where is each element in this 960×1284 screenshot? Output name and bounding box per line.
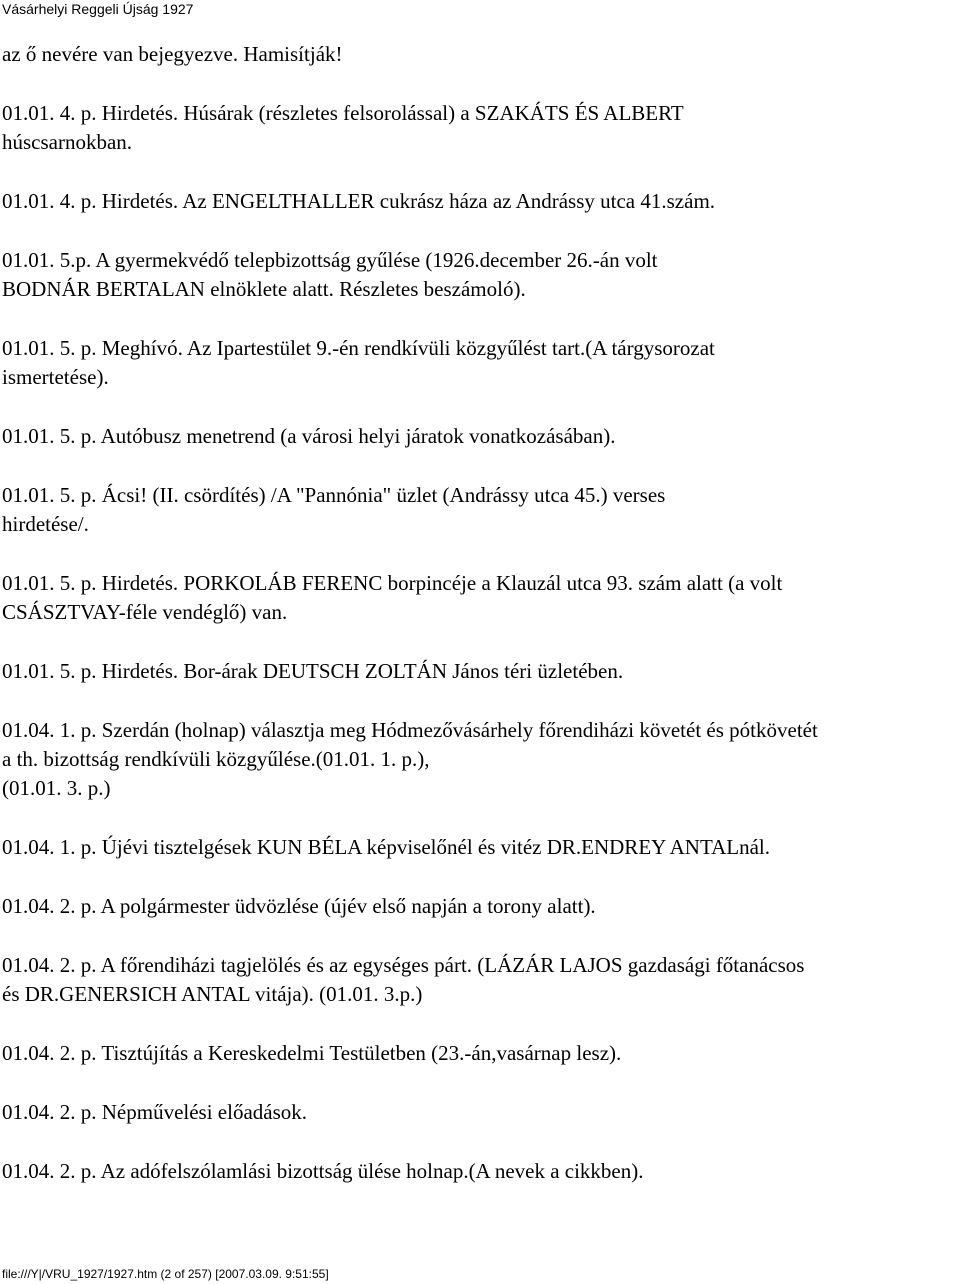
entry-list bbox=[2, 40, 952, 1186]
entry-11 bbox=[2, 892, 952, 921]
entry-10 bbox=[2, 833, 952, 862]
entry-text: az ő nevére van bejegyezve. Hamisítják! bbox=[2, 42, 343, 66]
entry-2 bbox=[2, 187, 952, 216]
entry-text: 01.01. 5.p. A gyermekvédő telepbizottság gyűlése (1926.december 26.-án volt bbox=[2, 248, 658, 272]
entry-text: 01.01. 4. p. Hirdetés. Húsárak (részletes felsorolással) a SZAKÁTS ÉS ALBERT bbox=[2, 101, 684, 125]
entry-text: hirdetése/. bbox=[2, 512, 89, 536]
entry-text: 01.04. 1. p. Szerdán (holnap) választja meg Hódmezővásárhely főrendiházi követét és pótkövetét bbox=[2, 718, 818, 742]
entry-5 bbox=[2, 422, 952, 451]
entry-13 bbox=[2, 1039, 952, 1068]
entry-text: 01.01. 5. p. Autóbusz menetrend (a városi helyi járatok vonatkozásában). bbox=[2, 424, 616, 448]
page-footer: file:///Y|/VRU_1927/1927.htm (2 of 257) [2007.03.09. 9:51:55] bbox=[2, 1267, 329, 1281]
entry-text: 01.04. 2. p. Az adófelszólamlási bizottság ülése holnap.(A nevek a cikkben). bbox=[2, 1159, 644, 1183]
entry-text: CSÁSZTVAY-féle vendéglő) van. bbox=[2, 600, 288, 624]
entry-text: 01.04. 2. p. Tisztújítás a Kereskedelmi Testületben (23.-án,vasárnap lesz). bbox=[2, 1041, 622, 1065]
entry-1 bbox=[2, 99, 952, 157]
page-header: Vásárhelyi Reggeli Újság 1927 bbox=[2, 1, 194, 17]
entry-8 bbox=[2, 657, 952, 686]
entry-text: BODNÁR BERTALAN elnöklete alatt. Részletes beszámoló). bbox=[2, 277, 526, 301]
entry-text: a th. bizottság rendkívüli közgyűlése.(01.01. 1. p.), bbox=[2, 747, 430, 771]
entry-7 bbox=[2, 569, 952, 627]
entry-text: 01.04. 2. p. A polgármester üdvözlése (újév első napján a torony alatt). bbox=[2, 894, 596, 918]
entry-text: húscsarnokban. bbox=[2, 130, 133, 154]
entry-text: és DR.GENERSICH ANTAL vitája). (01.01. 3.p.) bbox=[2, 982, 423, 1006]
entry-6 bbox=[2, 481, 952, 539]
entry-text: ismertetése). bbox=[2, 365, 109, 389]
entry-text: 01.04. 2. p. Népművelési előadások. bbox=[2, 1100, 308, 1124]
entry-text: 01.04. 2. p. A főrendiházi tagjelölés és az egységes párt. (LÁZÁR LAJOS gazdasági főtanácsos bbox=[2, 953, 805, 977]
entry-12 bbox=[2, 951, 952, 1009]
entry-text: 01.04. 1. p. Újévi tisztelgések KUN BÉLA képviselőnél és vitéz DR.ENDREY ANTALnál. bbox=[2, 835, 770, 859]
entry-15 bbox=[2, 1157, 952, 1186]
entry-text: 01.01. 5. p. Meghívó. Az Ipartestület 9.-én rendkívüli közgyűlést tart.(A tárgysorozat bbox=[2, 336, 715, 360]
entry-text: 01.01. 4. p. Hirdetés. Az ENGELTHALLER cukrász háza az Andrássy utca 41.szám. bbox=[2, 189, 716, 213]
entry-text: 01.01. 5. p. Hirdetés. PORKOLÁB FERENC borpincéje a Klauzál utca 93. szám alatt (a volt bbox=[2, 571, 783, 595]
entry-text: (01.01. 3. p.) bbox=[2, 776, 111, 800]
entry-9 bbox=[2, 716, 952, 803]
entry-14 bbox=[2, 1098, 952, 1127]
entry-text: 01.01. 5. p. Hirdetés. Bor-árak DEUTSCH ZOLTÁN János téri üzletében. bbox=[2, 659, 624, 683]
entry-4 bbox=[2, 334, 952, 392]
entry-3 bbox=[2, 246, 952, 304]
entry-0 bbox=[2, 40, 952, 69]
entry-text: 01.01. 5. p. Ácsi! (II. csördítés) /A "Pannónia" üzlet (Andrássy utca 45.) verses bbox=[2, 483, 666, 507]
